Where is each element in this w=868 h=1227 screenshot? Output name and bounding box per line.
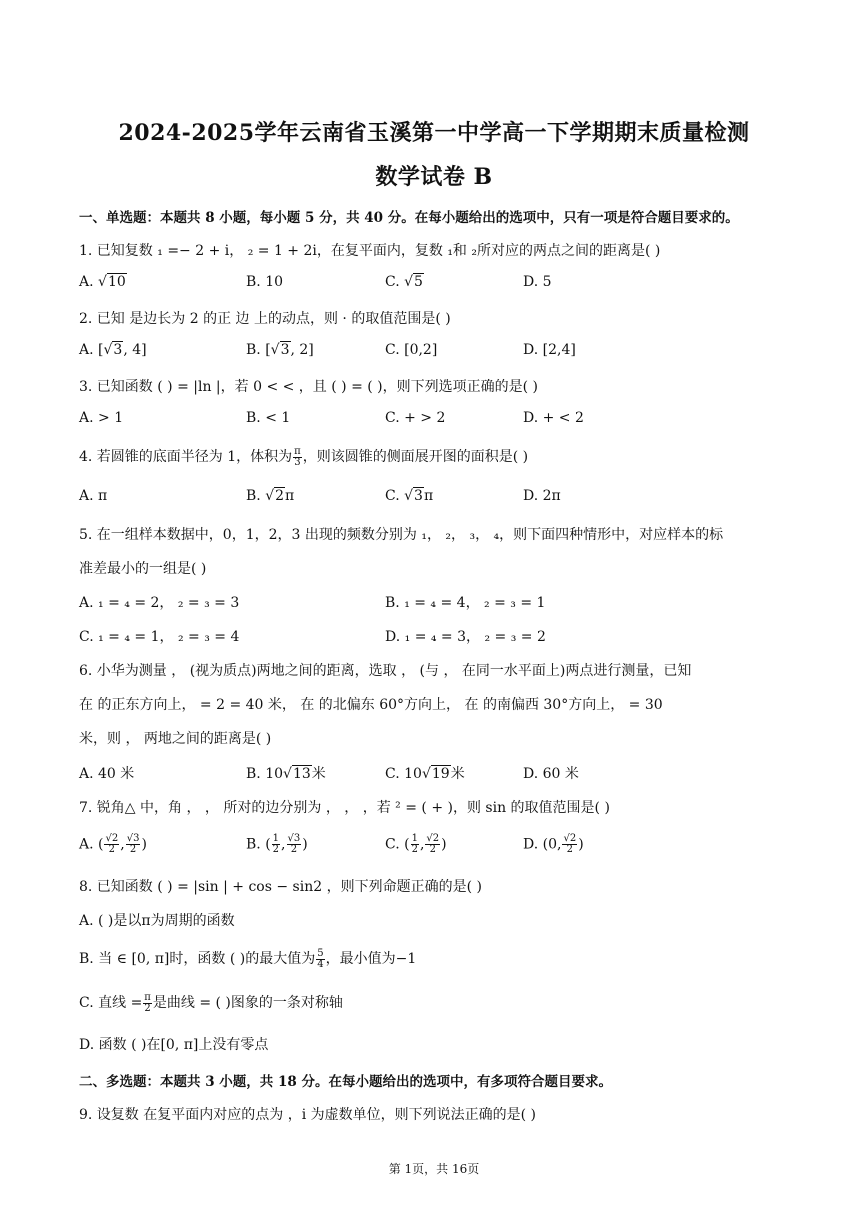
question-5-option-d: D. ₁ = ₄ = 3， ₂ = ₃ = 2 [385, 629, 546, 645]
question-4-option-a: A. π [79, 488, 108, 504]
question-6-option-a: A. 40 米 [79, 766, 135, 782]
question-2-option-a: A. [√3, 4] [79, 342, 147, 358]
question-6-stem-line3: 米，则 ， 两地之间的距离是( ) [79, 731, 272, 747]
question-3-option-a: A. > 1 [79, 410, 124, 426]
question-6-option-c: C. 10√19米 [385, 766, 465, 782]
question-3-option-d: D. + < 2 [523, 410, 584, 426]
question-5-option-c: C. ₁ = ₄ = 1， ₂ = ₃ = 4 [79, 629, 240, 645]
question-1-option-a: A. √10 [79, 274, 126, 290]
section-multi-choice-heading: 二、多选题：本题共 3 小题，共 18 分。在每小题给出的选项中，有多项符合题目要求。 [79, 1074, 612, 1090]
question-7-option-c: C. ( $\frac{1}{2}$ , $\frac{√2}{2}$ ) [385, 833, 447, 855]
question-6-stem-line2: 在 的正东方向上， = 2 = 40 米， 在 的北偏东 60°方向上， 在 的南偏西 30°方向上， = 30 [79, 697, 663, 713]
question-9-stem: 9. 设复数 在复平面内对应的点为 ，i 为虚数单位，则下列说法正确的是( ) [79, 1107, 537, 1123]
question-8-stem: 8. 已知函数 ( ) = |sin | + cos − sin2 ，则下列命题正确的是( ) [79, 879, 482, 895]
question-2-option-d: D. [2,4] [523, 342, 576, 358]
question-5-stem-line1: 5. 在一组样本数据中，0，1，2，3 出现的频数分别为 ₁， ₂， ₃， ₄，则下面四种情形中，对应样本的标 [79, 527, 724, 543]
question-2-option-b: B. [√3, 2] [246, 342, 314, 358]
question-3-option-c: C. + > 2 [385, 410, 446, 426]
question-6-stem-line1: 6. 小华为测量 ， (视为质点)两地之间的距离，选取 ， (与 ， 在同一水平面上)两点进行测量，已知 [79, 663, 692, 679]
question-4-option-c: C. √3π [385, 488, 434, 504]
fraction: $\frac{\pi}{3}$ [294, 445, 301, 468]
question-8-option-c: C. 直线 = $\frac{\pi}{2}$ 是曲线 = ( )图象的一条对称轴 [79, 991, 343, 1014]
page-footer: 第 1页，共 16页 [388, 1162, 480, 1176]
question-7-option-b: B. ( $\frac{1}{2}$ , $\frac{√3}{2}$ ) [246, 833, 308, 855]
question-7-option-d: D. (0, $\frac{√2}{2}$ ) [523, 833, 584, 855]
question-7-option-a: A. ( $\frac{√2}{2}$ , $\frac{√3}{2}$ ) [79, 833, 147, 855]
question-4-option-d: D. 2π [523, 488, 561, 504]
question-2-option-c: C. [0,2] [385, 342, 438, 358]
question-8-option-b: B. 当 ∈ [0, π]时，函数 ( )的最大值为 $\frac{5}{4}$ ，最小值为−1 [79, 947, 417, 970]
question-8-option-d: D. 函数 ( )在[0, π]上没有零点 [79, 1037, 269, 1053]
question-5-option-b: B. ₁ = ₄ = 4， ₂ = ₃ = 1 [385, 595, 546, 611]
question-6-option-d: D. 60 米 [523, 766, 579, 782]
question-7-stem: 7. 锐角△ 中，角 ， ， 所对的边分别为 ， ， ，若 ² = ( + )，则 sin 的取值范围是( ) [79, 800, 610, 816]
question-1-option-d: D. 5 [523, 274, 552, 290]
question-3-option-b: B. < 1 [246, 410, 291, 426]
question-4-stem: 4. 若圆锥的底面半径为 1，体积为 $\frac{\pi}{3}$ ，则该圆锥的侧面展开图的面积是( ) [79, 445, 529, 468]
question-4-option-b: B. √2π [246, 488, 295, 504]
question-3-stem: 3. 已知函数 ( ) = |ln |，若 0 < < ，且 ( ) = ( )，则下列选项正确的是( ) [79, 379, 539, 395]
section-single-choice-heading: 一、单选题：本题共 8 小题，每小题 5 分，共 40 分。在每小题给出的选项中，只有一项是符合题目要求的。 [79, 210, 739, 226]
question-5-stem-line2: 准差最小的一组是( ) [79, 561, 207, 577]
exam-subtitle: 数学试卷 B [375, 164, 493, 190]
question-5-option-a: A. ₁ = ₄ = 2， ₂ = ₃ = 3 [79, 595, 240, 611]
question-2-stem: 2. 已知 是边长为 2 的正 边 上的动点，则 · 的取值范围是( ) [79, 311, 451, 327]
question-6-option-b: B. 10√13米 [246, 766, 326, 782]
question-1-stem: 1. 已知复数 ₁ =− 2 + i， ₂ = 1 + 2i，在复平面内，复数 ₁和 ₂所对应的两点之间的距离是( ) [79, 243, 661, 259]
question-1-option-c: C. √5 [385, 274, 423, 290]
exam-title: 2024-2025学年云南省玉溪第一中学高一下学期期末质量检测 [118, 120, 750, 146]
question-8-option-a: A. ( )是以π为周期的函数 [79, 913, 235, 929]
question-1-option-b: B. 10 [246, 274, 284, 290]
